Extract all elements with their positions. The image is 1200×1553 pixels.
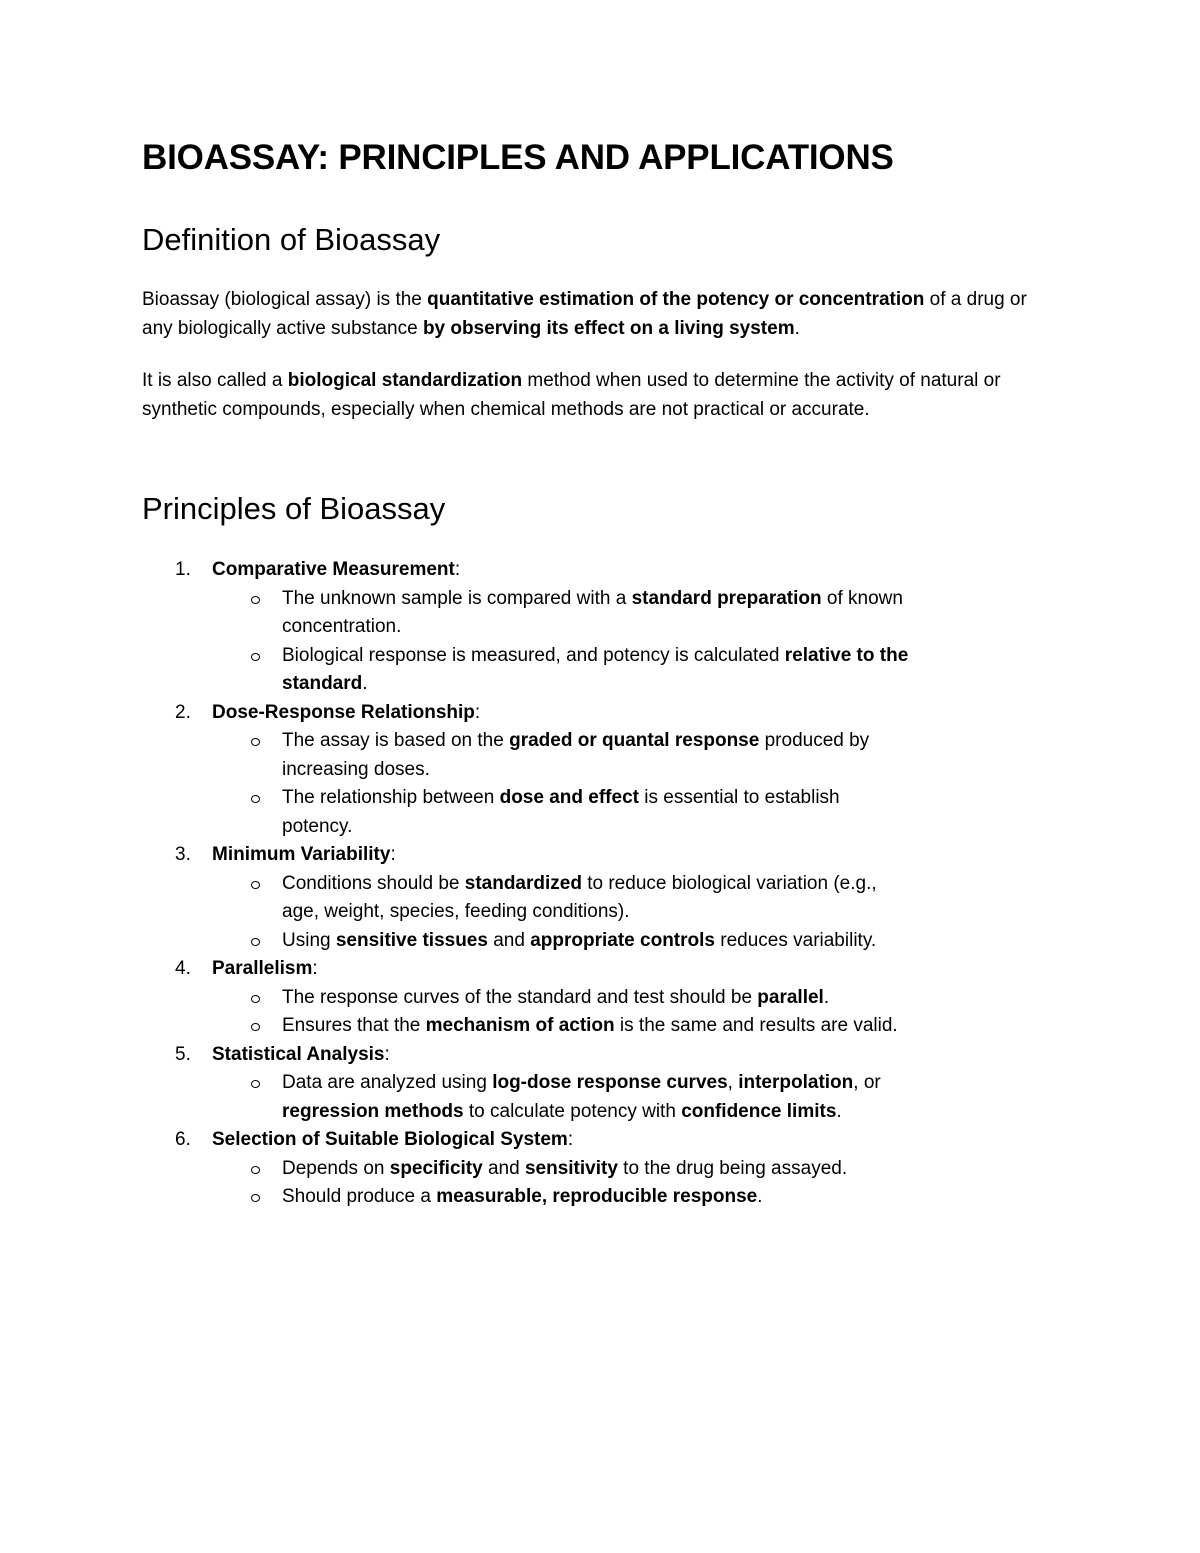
bold-run: interpolation <box>738 1072 854 1093</box>
text-run: Data are analyzed using <box>282 1072 493 1093</box>
bold-run: log-dose response curves <box>492 1072 728 1093</box>
text-run: It is also called a <box>142 370 288 391</box>
hollow-bullet-icon <box>251 1166 260 1174</box>
text-run: . <box>362 673 368 694</box>
principle-colon: : <box>390 844 396 865</box>
text-run: and <box>482 1157 525 1179</box>
principle-item <box>142 841 1062 955</box>
text-run: produced by increasing doses. <box>282 730 870 780</box>
text-run: of known concentration. <box>282 587 903 637</box>
text-run: , <box>727 1072 739 1093</box>
principle-title: Selection of Suitable Biological System <box>212 1129 568 1150</box>
text-run: Using <box>282 929 336 951</box>
hollow-bullet-icon <box>251 938 260 946</box>
text-run: . <box>823 986 830 1008</box>
principle-item <box>142 556 1062 699</box>
text-run: . <box>794 317 800 339</box>
principle-title: Parallelism <box>212 958 313 979</box>
sub-item <box>212 1183 912 1212</box>
list-number: 4. <box>175 958 191 979</box>
text-run: to calculate potency with <box>463 1100 682 1122</box>
principle-colon: : <box>567 1129 574 1150</box>
text-run: Bioassay (biological assay) is the <box>142 289 428 310</box>
bold-run: relative to the standard <box>282 644 909 694</box>
principles-heading: Principles of Bioassay <box>142 491 446 526</box>
text-run: Conditions should be <box>282 872 465 894</box>
bold-run: sensitive tissues <box>335 929 488 951</box>
text-run: reduces variability. <box>714 929 877 951</box>
bold-run: mechanism of action <box>425 1015 615 1036</box>
principle-title: Comparative Measurement <box>212 559 455 580</box>
sub-item <box>212 727 912 784</box>
principle-colon: : <box>474 701 481 723</box>
list-number: 6. <box>175 1129 191 1150</box>
text-run: . <box>836 1100 842 1122</box>
text-run: Ensures that the <box>282 1015 426 1036</box>
principle-item <box>142 1126 1062 1212</box>
text-run: Should produce a <box>282 1186 437 1207</box>
sub-item <box>212 1069 912 1126</box>
principle-title: Statistical Analysis <box>212 1043 385 1065</box>
text-run: The relationship between <box>282 787 500 808</box>
list-number: 2. <box>175 701 191 723</box>
text-run: is essential to establish potency. <box>282 787 840 837</box>
definition-paragraph-1 <box>142 286 1062 343</box>
principle-item <box>142 1041 1062 1127</box>
sub-item <box>212 927 912 956</box>
principle-title: Minimum Variability <box>212 844 391 865</box>
text-run: The response curves of the standard and test should be <box>282 986 758 1008</box>
bold-run: graded or quantal response <box>509 730 760 751</box>
list-number: 1. <box>175 559 191 580</box>
principle-item <box>142 955 1062 1041</box>
sub-item <box>212 784 912 841</box>
principle-title: Dose-Response Relationship <box>212 701 475 723</box>
bold-run: quantitative estimation of the potency or concentration <box>427 289 925 310</box>
text-run: method when used to determine the activity of natural or synthetic compounds, especially when chemical methods are not practical or accurate. <box>142 370 1001 420</box>
text-run: Depends on <box>282 1157 390 1179</box>
principle-item <box>142 699 1062 842</box>
hollow-bullet-icon <box>251 995 260 1003</box>
sub-item <box>212 984 912 1013</box>
sub-item <box>212 1012 912 1041</box>
principle-colon: : <box>384 1043 390 1065</box>
sub-item <box>212 870 912 927</box>
bold-run: regression methods <box>282 1100 464 1122</box>
text-run: to reduce biological variation (e.g., age, weight, species, feeding conditions). <box>282 872 877 922</box>
sub-list <box>212 727 1062 841</box>
bold-run: standard preparation <box>631 587 822 609</box>
list-number: 3. <box>175 844 191 865</box>
bold-run: sensitivity <box>524 1157 618 1179</box>
sub-list <box>212 1155 1062 1212</box>
hollow-bullet-icon <box>251 1194 260 1202</box>
bold-run: standardized <box>464 872 582 894</box>
text-run: of a drug or any biologically active substance <box>142 289 1027 339</box>
hollow-bullet-icon <box>251 596 260 604</box>
definition-paragraph-2 <box>142 367 1062 424</box>
bold-run: dose and effect <box>499 787 639 808</box>
bold-run: appropriate controls <box>530 929 715 951</box>
text-run: The unknown sample is compared with a <box>282 587 632 609</box>
hollow-bullet-icon <box>251 1080 260 1088</box>
hollow-bullet-icon <box>251 653 260 661</box>
principle-colon: : <box>454 559 461 580</box>
bold-run: measurable, reproducible response <box>436 1186 758 1207</box>
sub-item <box>212 642 912 699</box>
sub-list <box>212 585 1062 699</box>
bold-run: by observing its effect on a living system <box>422 317 795 339</box>
definition-heading: Definition of Bioassay <box>142 222 441 257</box>
principles-list <box>142 556 1062 1212</box>
text-run: Biological response is measured, and potency is calculated <box>282 644 785 666</box>
sub-list <box>212 1069 1062 1126</box>
text-run: The assay is based on the <box>282 730 510 751</box>
document-title: BIOASSAY: PRINCIPLES AND APPLICATIONS <box>142 138 894 177</box>
sub-item <box>212 1155 912 1184</box>
hollow-bullet-icon <box>251 1023 260 1031</box>
bold-run: specificity <box>389 1157 483 1179</box>
sub-item <box>212 585 912 642</box>
bold-run: confidence limits <box>681 1100 837 1122</box>
hollow-bullet-icon <box>251 795 260 803</box>
principle-colon: : <box>312 958 318 979</box>
hollow-bullet-icon <box>251 881 260 889</box>
text-run: . <box>757 1186 763 1207</box>
list-number: 5. <box>175 1043 191 1065</box>
sub-list <box>212 870 1062 956</box>
text-run: to the drug being assayed. <box>617 1157 848 1179</box>
sub-list <box>212 984 1062 1041</box>
text-run: and <box>487 929 531 951</box>
bold-run: biological standardization <box>287 370 523 391</box>
text-run: , or <box>853 1072 881 1093</box>
bold-run: parallel <box>757 986 824 1008</box>
hollow-bullet-icon <box>251 738 260 746</box>
text-run: is the same and results are valid. <box>614 1015 898 1036</box>
